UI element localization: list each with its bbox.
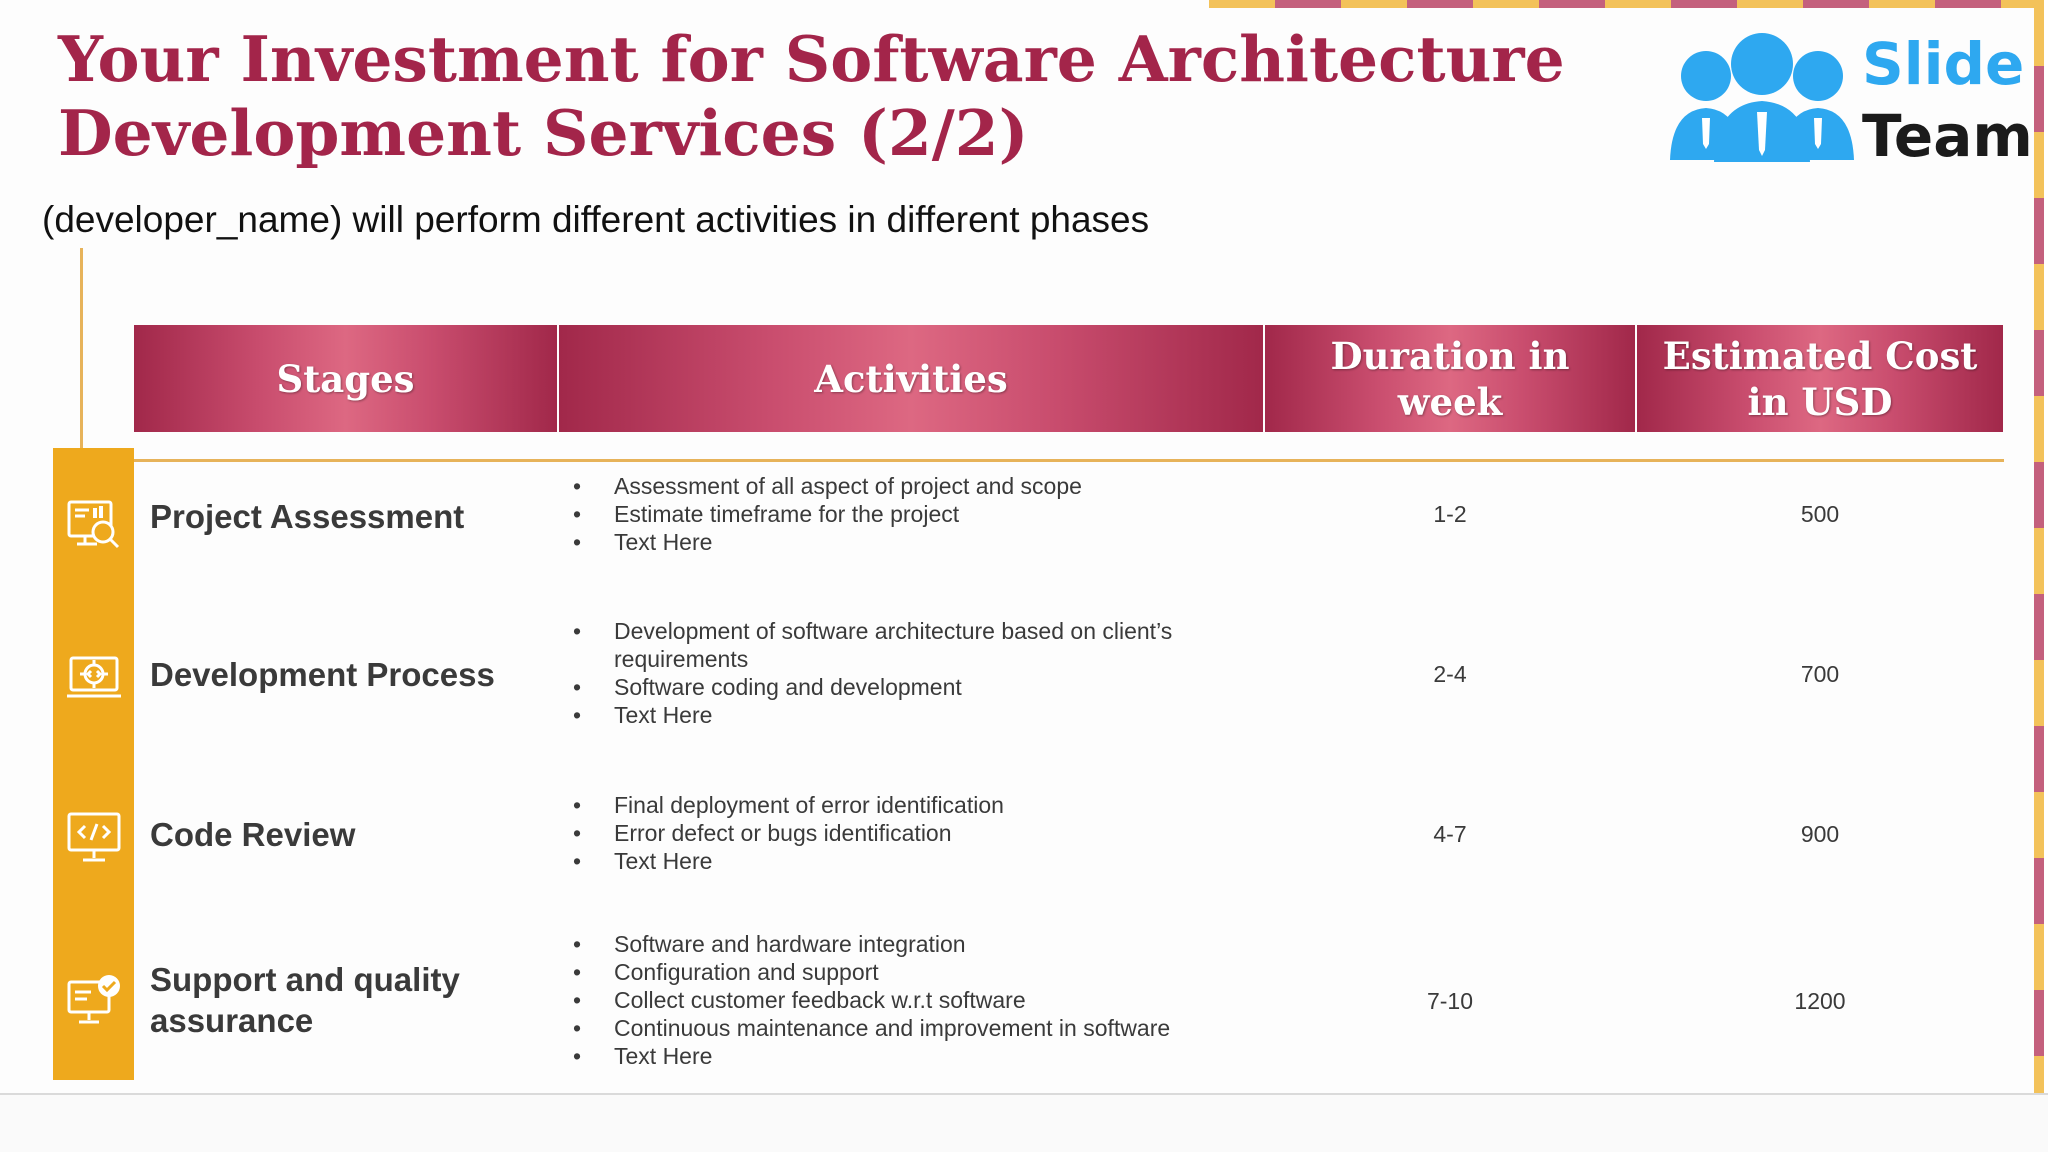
cost-value: 900 bbox=[1800, 821, 1840, 847]
activity-item: • Assessment of all aspect of project and scope bbox=[566, 472, 1206, 500]
activity-item: • Text Here bbox=[566, 847, 1206, 875]
team-people-icon bbox=[1662, 28, 1862, 168]
header-cost: Estimated Cost in USD bbox=[1637, 325, 2003, 432]
development-gear-icon bbox=[65, 648, 123, 706]
activity-list bbox=[566, 791, 1206, 875]
activity-list bbox=[566, 617, 1206, 729]
timeline-connector bbox=[80, 248, 83, 448]
decorative-stripe-right bbox=[2034, 0, 2044, 1093]
activity-list bbox=[566, 472, 1206, 556]
support-check-icon bbox=[65, 972, 123, 1030]
slideteam-logo bbox=[1662, 28, 2033, 170]
cost-value: 700 bbox=[1800, 661, 1840, 687]
decorative-stripe-top bbox=[1209, 0, 2040, 8]
stage-name: Development Process bbox=[150, 655, 495, 693]
header-activities: Activities bbox=[559, 325, 1263, 432]
activity-item: • Collect customer feedback w.r.t software bbox=[566, 986, 1206, 1014]
activity-list bbox=[566, 930, 1206, 1070]
activity-item: • Development of software architecture based on client’s requirements bbox=[566, 617, 1206, 673]
code-monitor-icon bbox=[65, 808, 123, 866]
activity-item: • Continuous maintenance and improvement in software bbox=[566, 1014, 1206, 1042]
header-divider bbox=[134, 459, 2004, 462]
duration-value: 4-7 bbox=[1433, 821, 1467, 847]
cost-value: 500 bbox=[1800, 501, 1840, 527]
duration-value: 1-2 bbox=[1433, 501, 1467, 527]
activity-item: • Software and hardware integration bbox=[566, 930, 1206, 958]
activity-item: • Estimate timeframe for the project bbox=[566, 500, 1206, 528]
activity-item: • Final deployment of error identification bbox=[566, 791, 1206, 819]
activity-item: • Error defect or bugs identification bbox=[566, 819, 1206, 847]
logo-word-slide: Slide bbox=[1862, 30, 2025, 98]
header-duration: Duration in week bbox=[1265, 325, 1635, 432]
duration-value: 2-4 bbox=[1433, 661, 1467, 687]
activity-item: • Software coding and development bbox=[566, 673, 1206, 701]
footer-strip bbox=[0, 1095, 2048, 1152]
stage-name: Code Review bbox=[150, 815, 356, 853]
logo-word-team: Team bbox=[1862, 102, 2033, 170]
stage-name: Project Assessment bbox=[150, 497, 465, 535]
activity-item: • Text Here bbox=[566, 528, 1206, 556]
page-title: Your Investment for Software Architecture Development Services (2/2) bbox=[58, 22, 1565, 170]
activity-item: • Text Here bbox=[566, 701, 1206, 729]
stage-name: Support and quality assurance bbox=[150, 961, 460, 1039]
activity-item: • Text Here bbox=[566, 1042, 1206, 1070]
activity-item: • Configuration and support bbox=[566, 958, 1206, 986]
stage-icon-bar bbox=[53, 448, 134, 1080]
duration-value: 7-10 bbox=[1426, 988, 1474, 1014]
subtitle: (developer_name) will perform different activities in different phases bbox=[42, 199, 1150, 240]
header-stages: Stages bbox=[134, 325, 557, 432]
assessment-icon bbox=[65, 494, 123, 552]
cost-value: 1200 bbox=[1794, 988, 1846, 1014]
